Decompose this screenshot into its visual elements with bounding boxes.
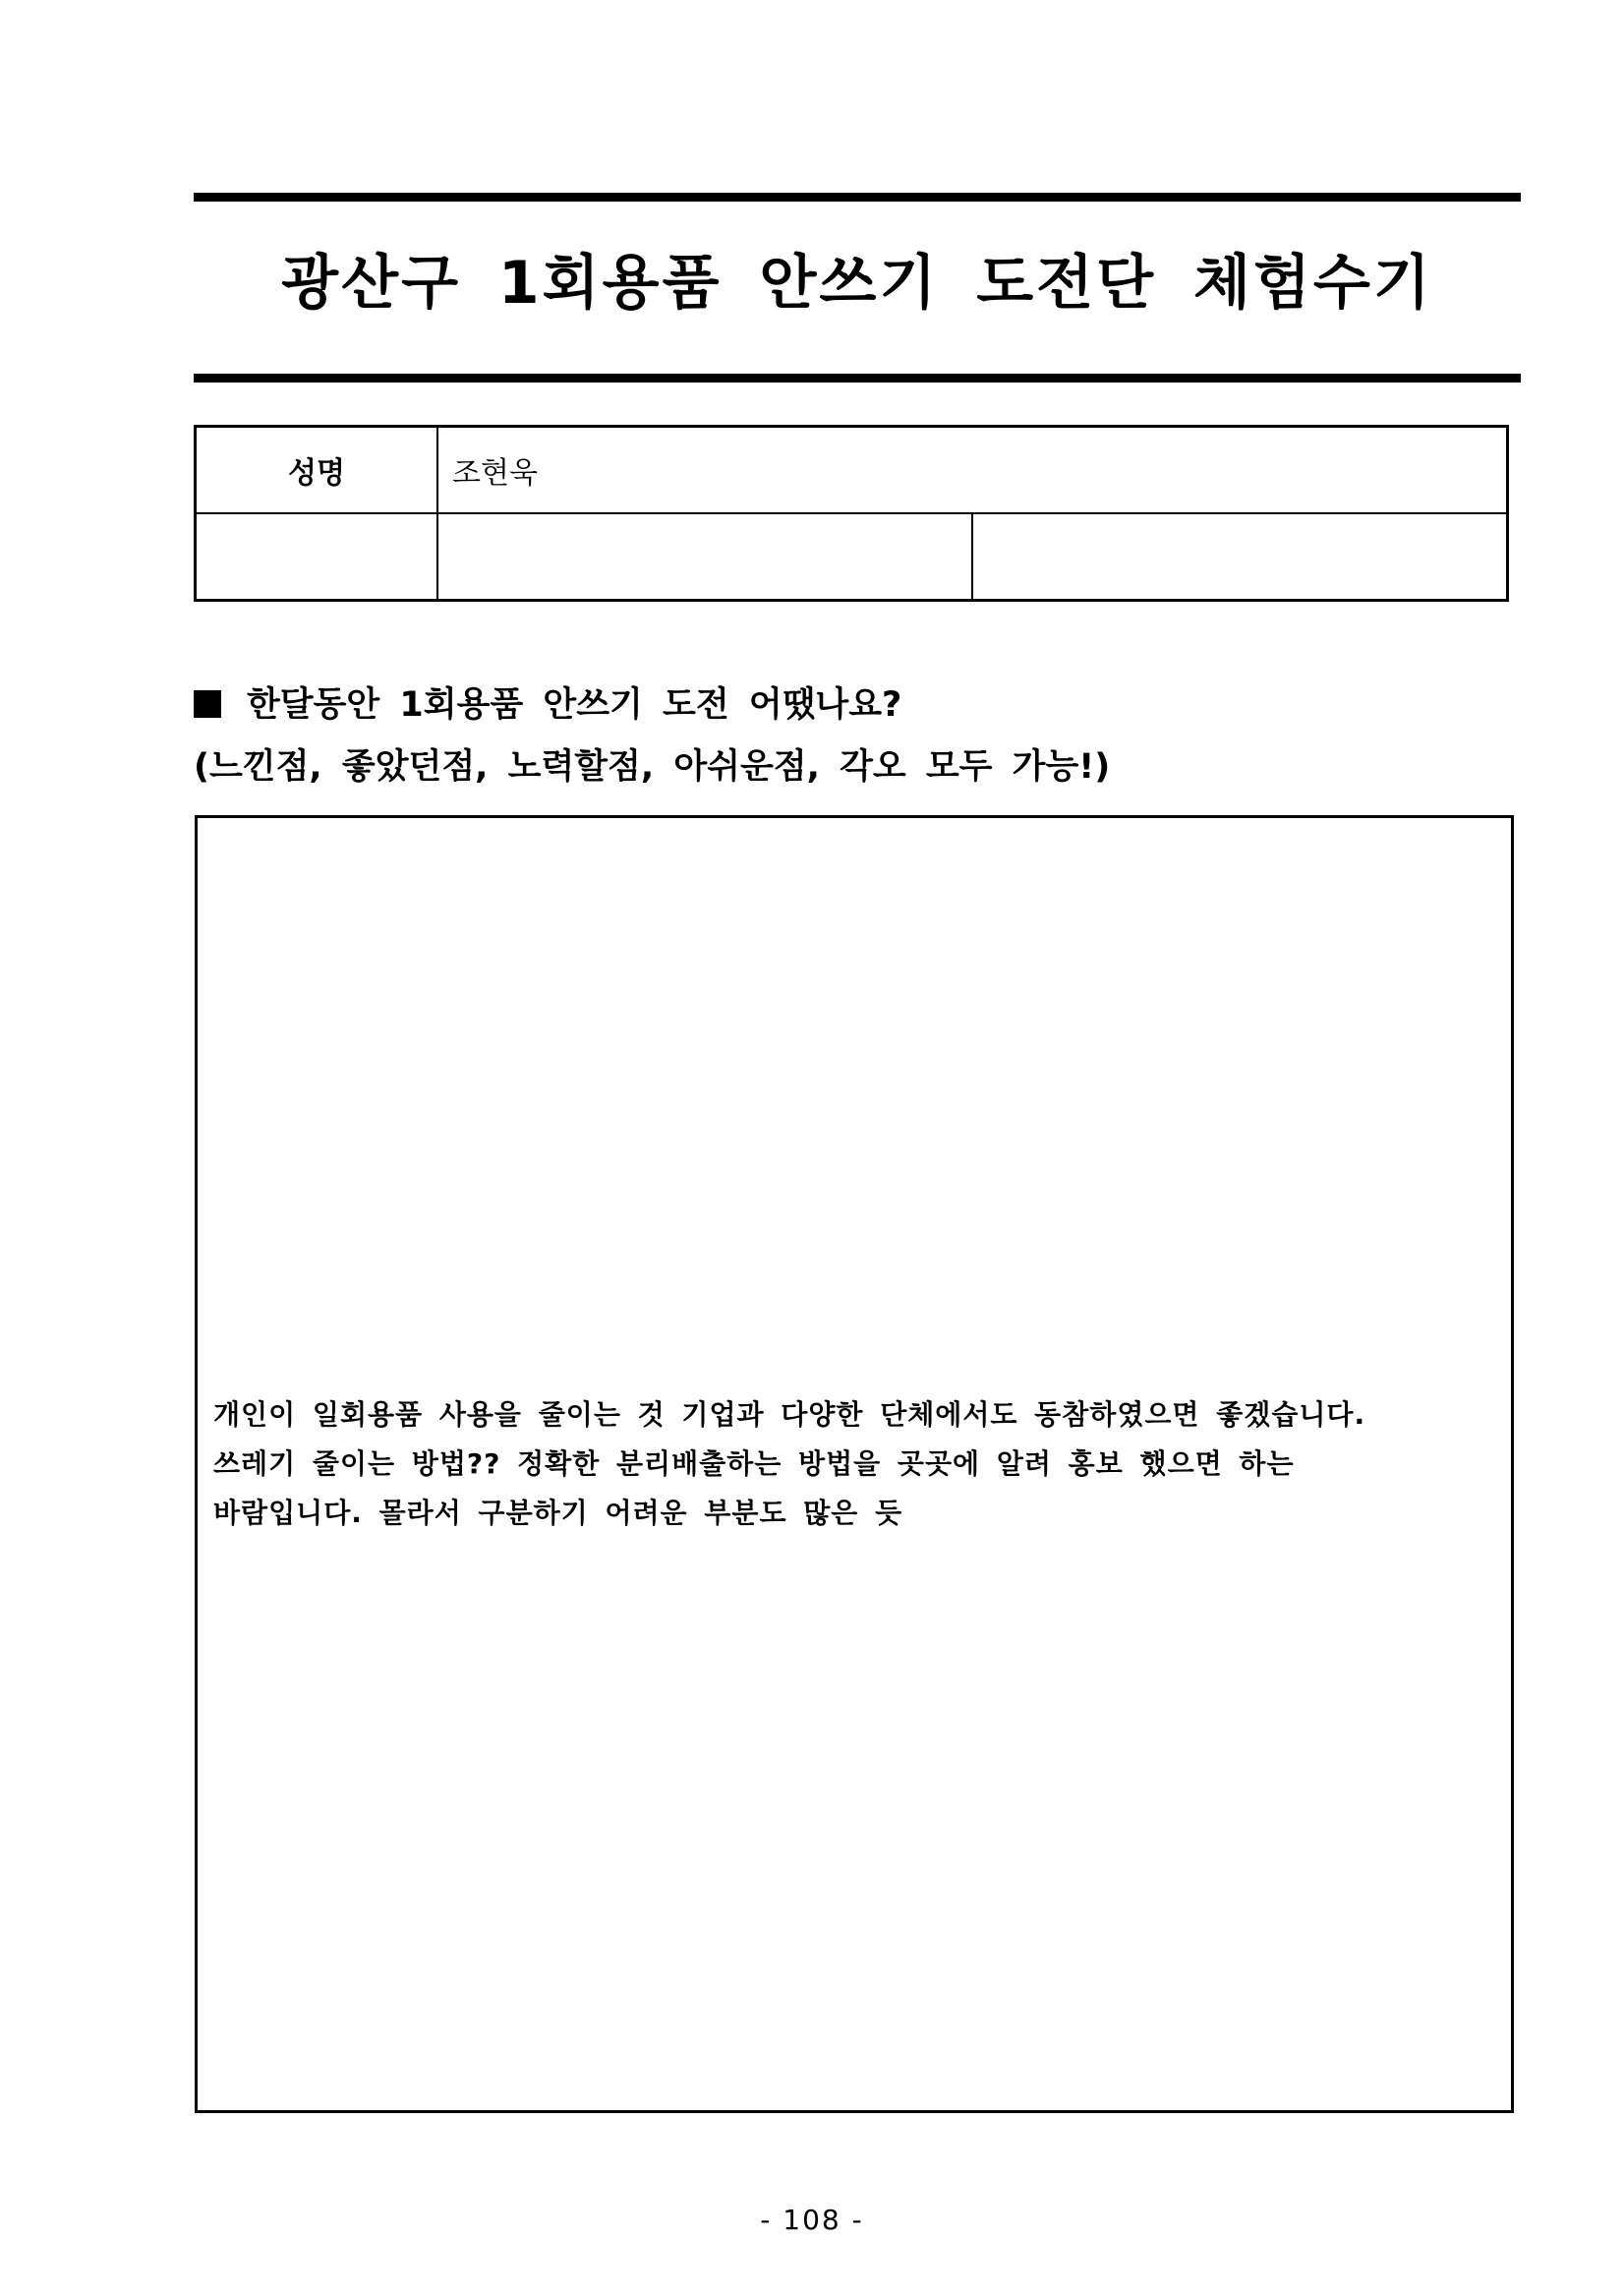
answer-line: 개인이 일회용품 사용을 줄이는 것 기업과 다양한 단체에서도 동참하였으면 좋겠습니다. <box>213 1398 1366 1431</box>
square-bullet-icon <box>194 690 221 718</box>
question-line-1: 한달동안 1회용품 안쓰기 도전 어땠나요? <box>247 685 902 725</box>
name-label: 성명 <box>196 427 438 514</box>
page-number: - 108 - <box>760 2204 864 2236</box>
question-subheading: (느낀점, 좋았던점, 노력할점, 아쉬운점, 각오 모두 가능!) <box>194 747 1111 787</box>
info-row-empty <box>196 513 1508 601</box>
answer-line: 쓰레기 줄이는 방법?? 정확한 분리배출하는 방법을 곳곳에 알려 홍보 했으면 하는 <box>213 1447 1295 1480</box>
title-top-rule <box>194 193 1521 202</box>
name-value: 조현욱 <box>437 427 1508 514</box>
empty-value-cell-1 <box>437 513 972 601</box>
document-title: 광산구 1회용품 안쓰기 도전단 체험수기 <box>281 249 1433 318</box>
title-bottom-rule <box>194 374 1521 383</box>
answer-text <box>213 1390 1501 1538</box>
info-table <box>194 425 1509 602</box>
empty-value-cell-2 <box>972 513 1507 601</box>
answer-line: 바람입니다. 몰라서 구분하기 어려운 부분도 많은 듯 <box>213 1497 903 1529</box>
question-heading <box>194 680 1531 730</box>
info-row-name <box>196 427 1508 514</box>
empty-label-cell <box>196 513 438 601</box>
answer-box <box>195 815 1514 2113</box>
